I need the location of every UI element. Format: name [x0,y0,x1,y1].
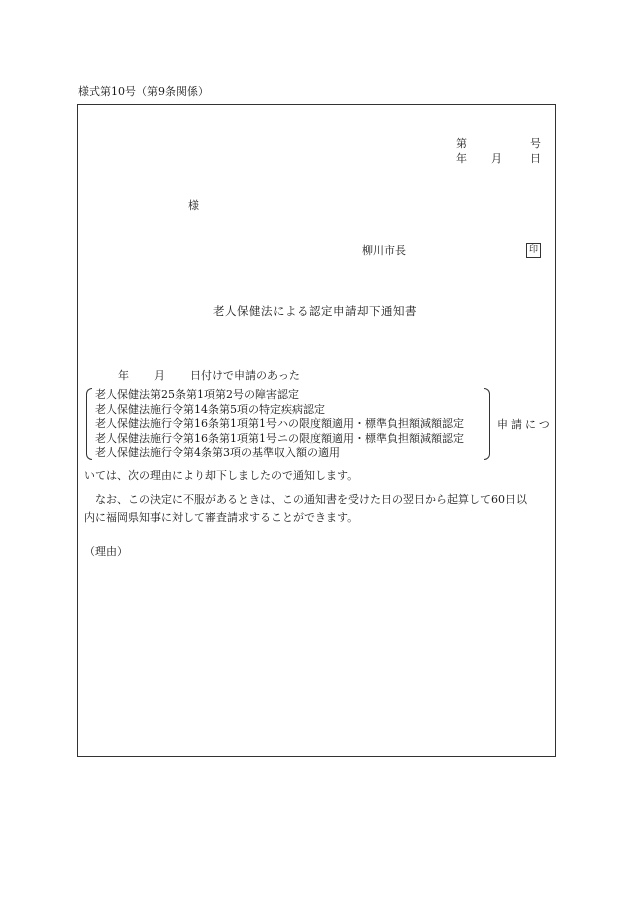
left-bracket [86,388,92,460]
document-title: 老人保健法による認定申請却下通知書 [213,304,417,318]
date-day-label: 日 [530,152,541,165]
application-item: 老人保健法施行令第16条第1項第1号ハの限度額適用・標準負担額減額認定 [95,417,464,430]
date-year-label: 年 [456,152,467,165]
application-year-label: 年 [118,369,129,382]
body-line-1: いては、次の理由により却下しましたので通知します。 [84,469,359,482]
application-item: 老人保健法施行令第16条第1項第1号ニの限度額適用・標準負担額減額認定 [95,431,464,445]
number-prefix: 第 [456,137,467,150]
number-suffix: 号 [530,137,541,150]
application-month-label: 月 [154,369,165,382]
seal-mark: 印 [526,243,541,258]
reason-label: （理由） [84,545,128,558]
application-item: 老人保健法第25条第1項第2号の障害認定 [95,388,299,401]
application-item: 老人保健法施行令第4条第3項の基準収入額の適用 [95,446,340,459]
issuer-title: 柳川市長 [362,244,406,257]
body-line-3: 内に福岡県知事に対して審査請求することができます。 [84,511,359,524]
form-number-label: 様式第10号（第9条関係） [78,85,209,98]
addressee-honorific: 様 [188,199,199,212]
right-bracket [484,388,490,460]
application-item: 老人保健法施行令第14条第5項の特定疾病認定 [95,402,325,416]
application-date-text: 日付けで申請のあった [190,369,300,382]
application-suffix: 申請につ [497,418,553,431]
body-line-2: なお、この決定に不服があるときは、この通知書を受けた日の翌日から起算して60日以 [95,493,527,506]
application-item-list [95,388,464,461]
date-month-label: 月 [491,152,502,165]
